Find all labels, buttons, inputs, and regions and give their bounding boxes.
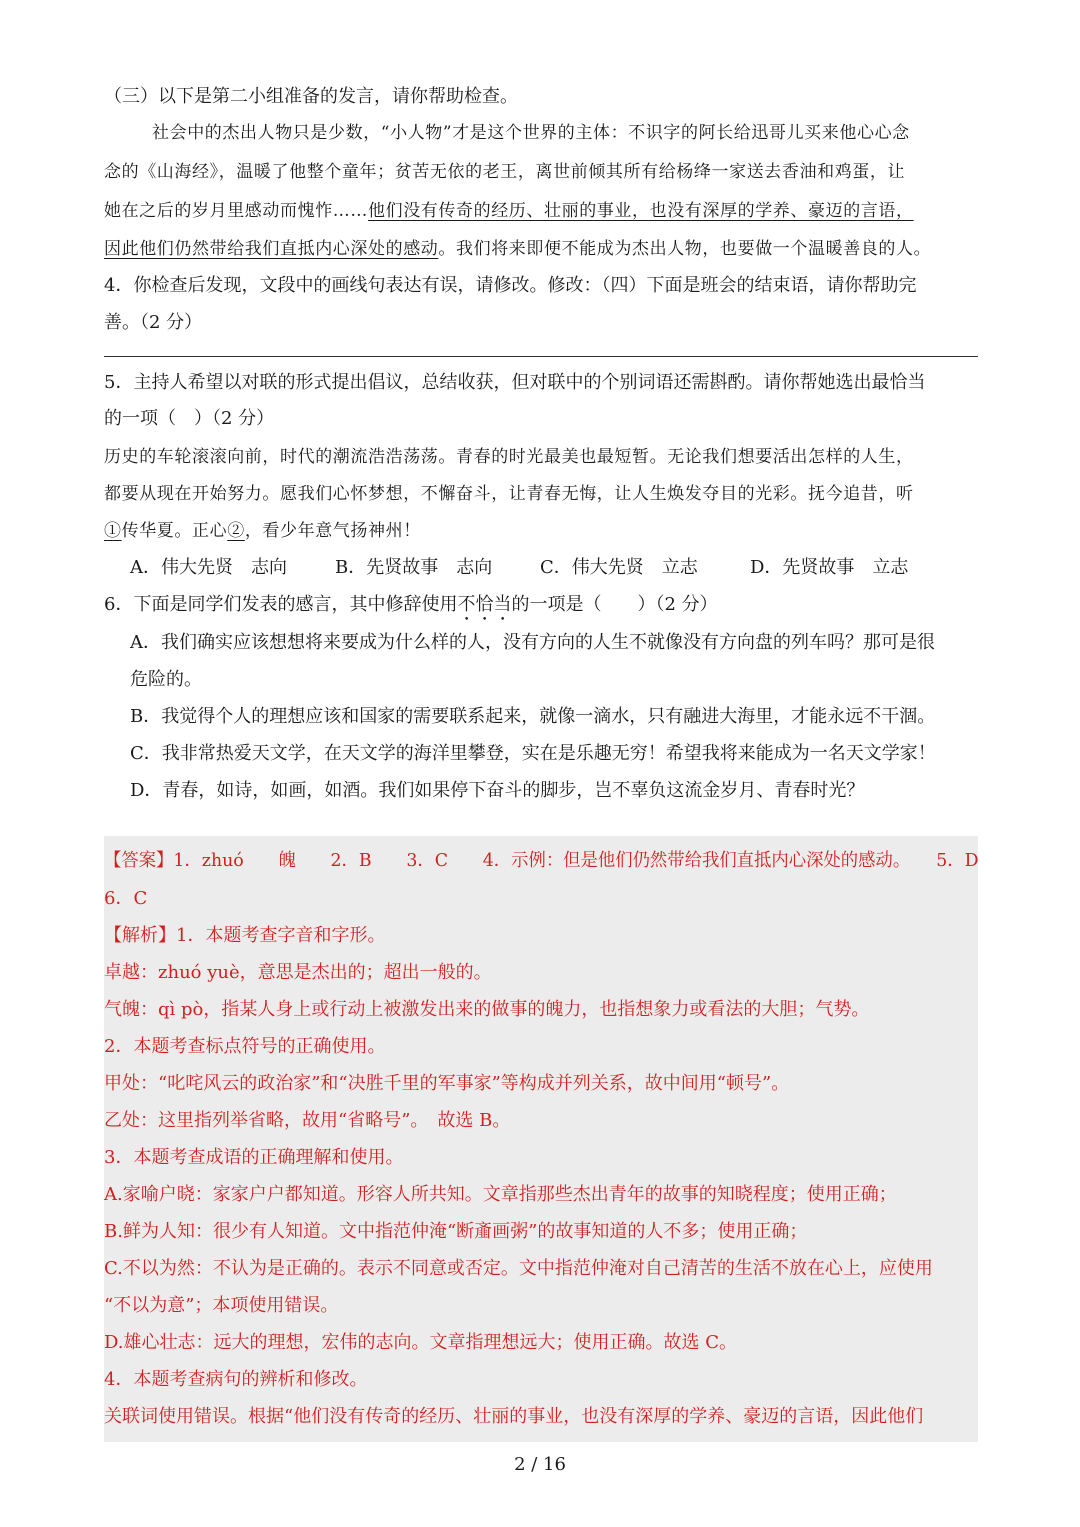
option-a: A．我们确实应该想想将来要成为什么样的人，没有方向的人生不就像没有方向盘的列车吗？那可是很 — [130, 632, 935, 653]
analysis-line: 气魄：qì pò，指某人身上或行动上被激发出来的做事的魄力，也指想象力或看法的大胆；气势。 — [104, 999, 870, 1020]
answer-line — [104, 356, 978, 357]
answer-key: 【答案】1．zhuó 魄 2．B 3．C 4．示例：但是他们仍然带给我们直抵内心深处的感动。 5．D — [104, 850, 979, 871]
analysis-line: 2．本题考查标点符号的正确使用。 — [104, 1036, 386, 1057]
speech-paragraph-line: 社会中的杰出人物只是少数，“小人物”才是这个世界的主体：不识字的阿长给迅哥儿买来他心心念 — [152, 123, 910, 143]
question-4-stem-cont: 善。（2 分） — [104, 312, 203, 333]
option-a: A．伟大先贤 志向 — [130, 557, 287, 578]
underlined-sentence: 他们没有传奇的经历、壮丽的事业，也没有深厚的学养、豪迈的言语， — [368, 201, 914, 221]
analysis-line: 甲处：“叱咤风云的政治家”和“决胜千里的军事家”等构成并列关系，故中间用“顿号”。 — [104, 1073, 790, 1094]
speech-text: 。我们将来即便不能成为杰出人物，也要做一个温暖善良的人。 — [438, 239, 932, 259]
analysis-line: 卓越：zhuó yuè，意思是杰出的；超出一般的。 — [104, 962, 492, 983]
analysis-heading: 【解析】1．本题考查字音和字形。 — [104, 925, 386, 946]
analysis-line: A.家喻户晓：家家户户都知道。形容人所共知。文章指那些杰出青年的故事的知晓程度；使用正确； — [104, 1184, 897, 1205]
analysis-line: 关联词使用错误。根据“他们没有传奇的经历、壮丽的事业，也没有深厚的学养、豪迈的言语，因此他们 — [104, 1406, 924, 1427]
blank-2: ② — [227, 521, 245, 541]
option-d: D．先贤故事 立志 — [750, 557, 909, 578]
question-6-stem — [104, 592, 718, 625]
speech-paragraph-line — [104, 198, 914, 224]
speech-text: 她在之后的岁月里感动而愧怍…… — [104, 201, 368, 221]
option-c: C．伟大先贤 立志 — [540, 557, 698, 578]
couplet-passage-line: 历史的车轮滚滚向前，时代的潮流浩浩荡荡。青春的时光最美也最短暂。无论我们想要活出怎样的人生， — [104, 447, 914, 467]
analysis-line: 4．本题考查病句的辨析和修改。 — [104, 1369, 368, 1390]
stem-text: 6．下面是同学们发表的感言，其中修辞使用 — [104, 594, 458, 615]
option-b: B．我觉得个人的理想应该和国家的需要联系起来，就像一滴水，只有融进大海里，才能永远不干涸。 — [130, 706, 936, 727]
option-b: B．先贤故事 志向 — [335, 557, 493, 578]
analysis-line: 乙处：这里指列举省略，故用“省略号”。 故选 B。 — [104, 1110, 511, 1131]
underlined-sentence: 因此他们仍然带给我们直抵内心深处的感动 — [104, 239, 439, 259]
question-5-stem-cont: 的一项（ ）（2 分） — [104, 408, 275, 429]
analysis-line: “不以为意”；本项使用错误。 — [104, 1295, 339, 1316]
couplet-passage-line — [104, 518, 421, 544]
couplet-passage-line: 都要从现在开始努力。愿我们心怀梦想，不懈奋斗，让青春无悔，让人生焕发夺目的光彩。抚今追昔，听 — [104, 484, 914, 504]
speech-paragraph-line — [104, 236, 931, 262]
analysis-line: B.鲜为人知：很少有人知道。文中指范仲淹“断齑画粥”的故事知道的人不多；使用正确； — [104, 1221, 808, 1242]
option-c: C．我非常热爱天文学，在天文学的海洋里攀登，实在是乐趣无穷！希望我将来能成为一名天文学家！ — [130, 743, 936, 764]
couplet-text: 传华夏。正心 — [121, 521, 228, 541]
question-5-stem: 5．主持人希望以对联的形式提出倡议，总结收获，但对联中的个别词语还需斟酌。请你帮她选出最恰当 — [104, 372, 926, 393]
section-intro: （三）以下是第二小组准备的发言，请你帮助检查。 — [104, 86, 518, 107]
couplet-text: ，看少年意气扬神州！ — [244, 521, 421, 541]
analysis-line: C.不以为然：不认为是正确的。表示不同意或否定。文中指范仲淹对自己清苦的生活不放在心上，应使用 — [104, 1258, 933, 1279]
option-d: D．青春，如诗，如画，如酒。我们如果停下奋斗的脚步，岂不辜负这流金岁月、青春时光？ — [130, 780, 865, 801]
analysis-line: D.雄心壮志：远大的理想，宏伟的志向。文章指理想远大；使用正确。故选 C。 — [104, 1332, 738, 1353]
speech-paragraph-line: 念的《山海经》，温暖了他整个童年；贫苦无依的老王，离世前倾其所有给杨绛一家送去香油和鸡蛋，让 — [104, 162, 906, 182]
stem-text: 的一项是（ ）（2 分） — [511, 594, 718, 615]
blank-1: ① — [104, 521, 122, 541]
emphasized-word: 不恰当 — [457, 594, 512, 615]
question-5-options — [130, 555, 908, 581]
option-a-cont: 危险的。 — [130, 669, 202, 690]
answer-key-cont: 6．C — [104, 888, 148, 909]
analysis-line: 3．本题考查成语的正确理解和使用。 — [104, 1147, 404, 1168]
page-number: 2 / 16 — [514, 1454, 566, 1475]
question-4-stem: 4．你检查后发现，文段中的画线句表达有误，请修改。修改：（四）下面是班会的结束语，请你帮助完 — [104, 275, 917, 296]
